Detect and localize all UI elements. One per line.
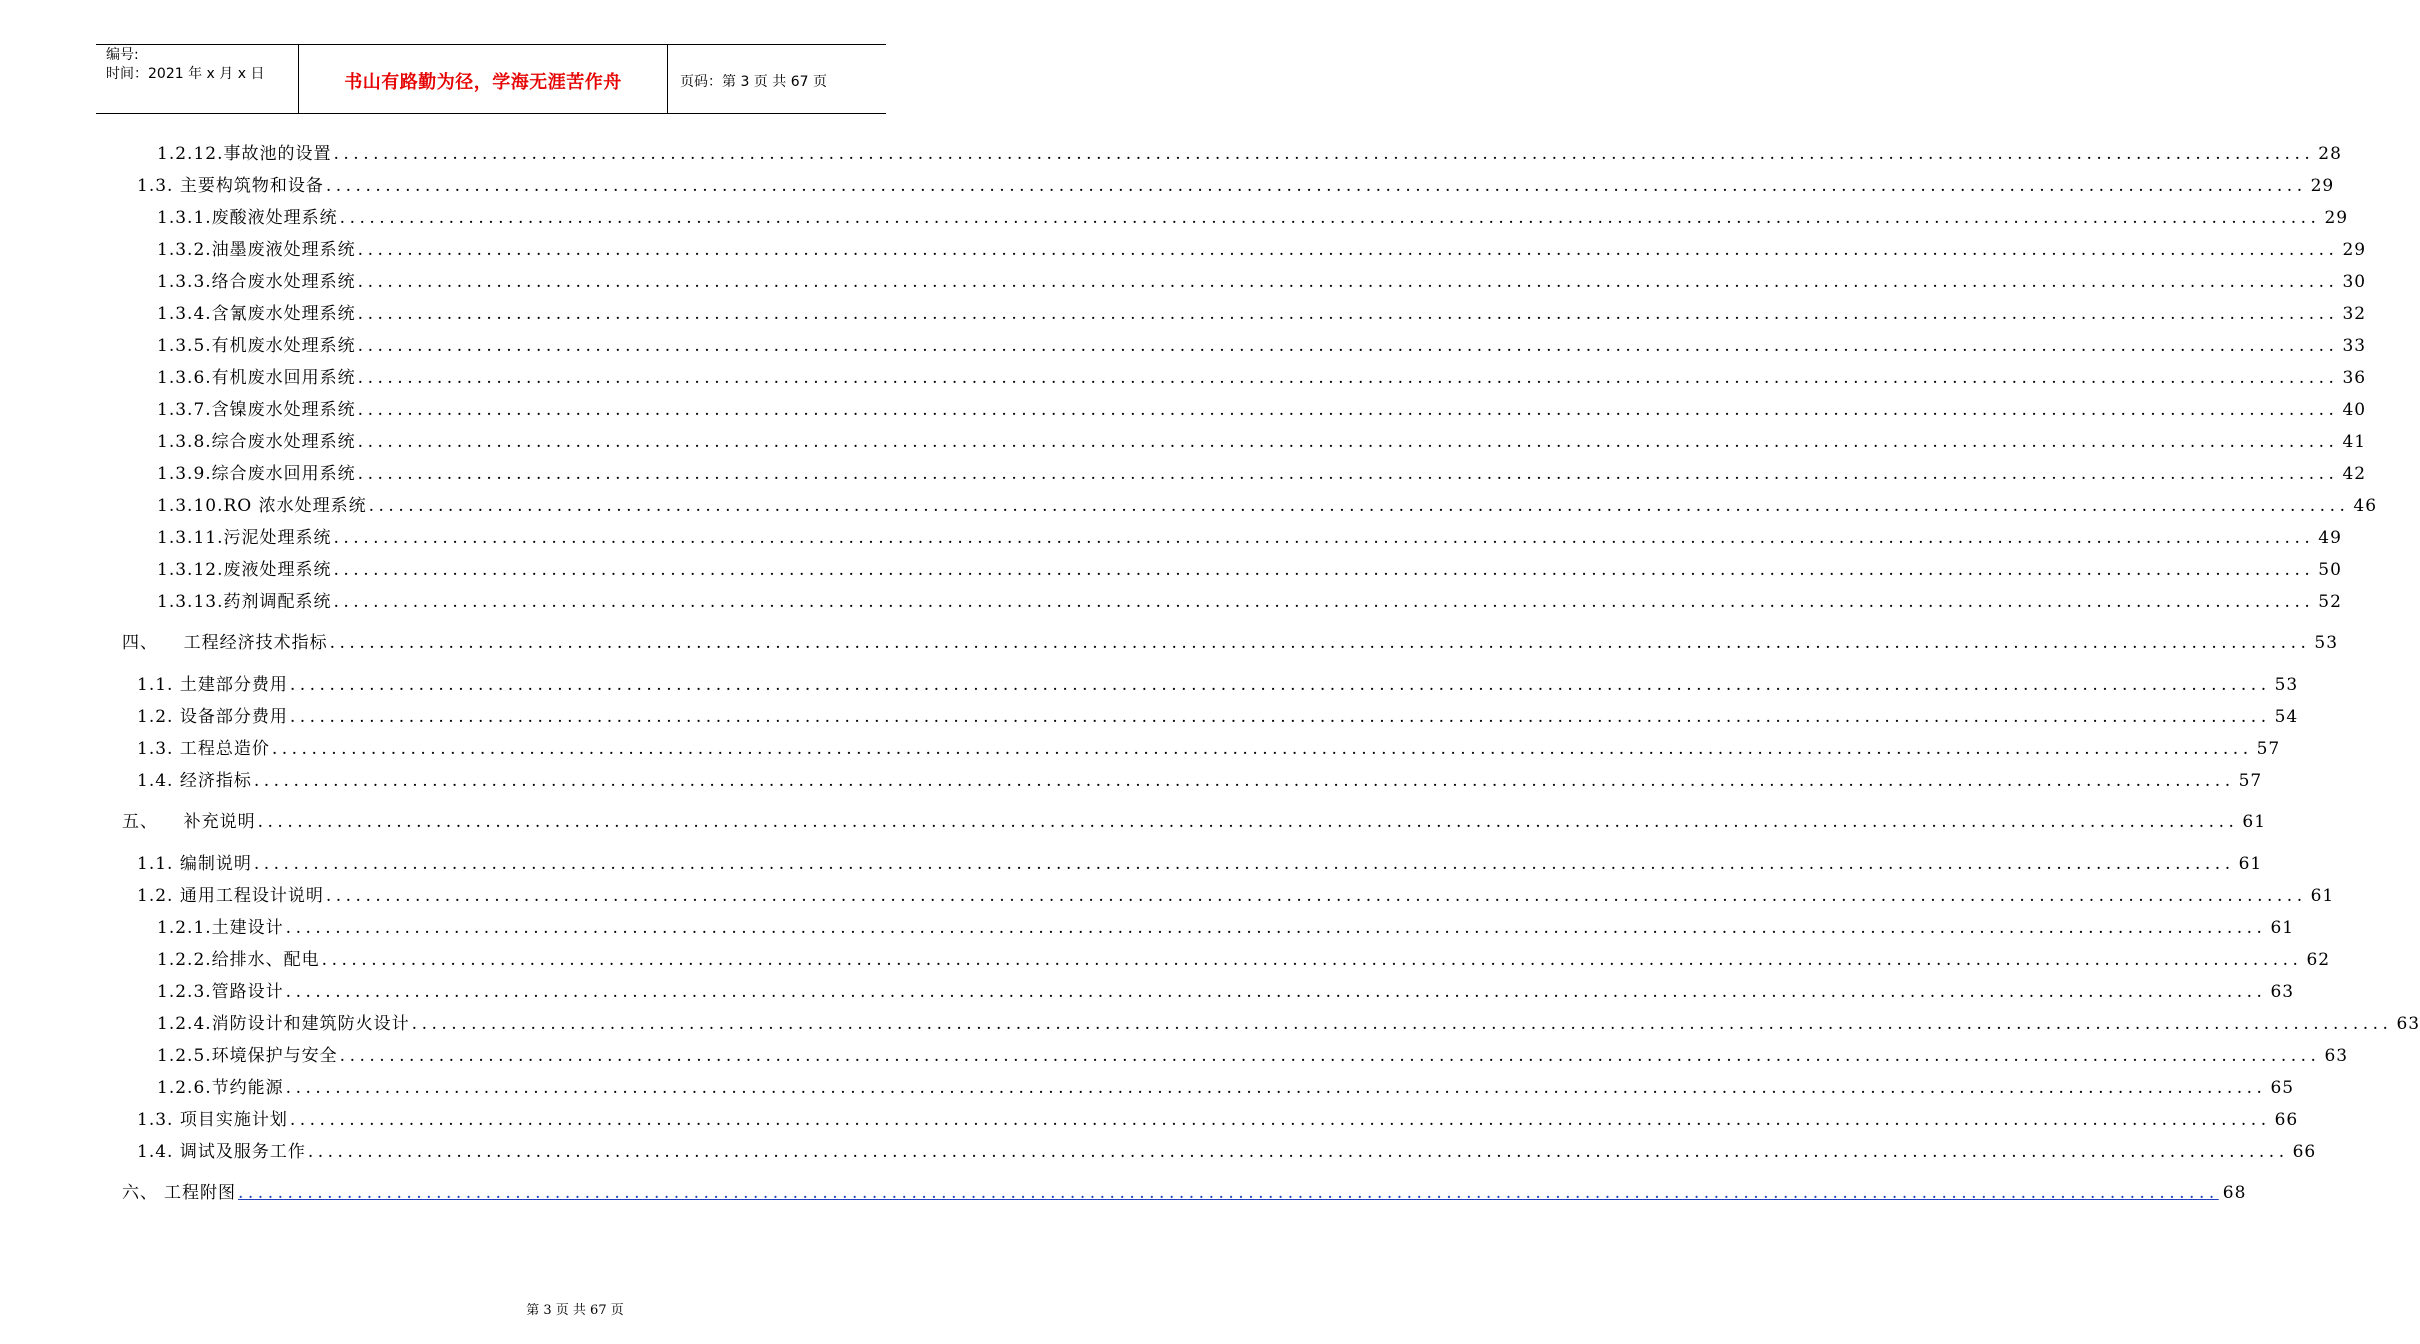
toc-entry[interactable]: 1.2.2.给排水、配电 ........................................................................................................................................................................................................ 62 bbox=[157, 950, 2331, 970]
toc-leader: ........................................................................................................................................................................................................ bbox=[411, 1014, 2393, 1034]
toc-entry[interactable]: 1.3.5.有机废水处理系统 ........................................................................................................................................................................................................ 33 bbox=[157, 336, 2367, 356]
toc-entry[interactable]: 1.3.9.综合废水回用系统 ........................................................................................................................................................................................................ 42 bbox=[157, 464, 2367, 484]
toc-leader: ........................................................................................................................................................................................................ bbox=[307, 1142, 2289, 1162]
toc-leader: ........................................................................................................................................................................................................ bbox=[339, 1046, 2321, 1066]
toc-entry[interactable]: 1.4. 经济指标 ........................................................................................................................................................................................................ 57 bbox=[137, 771, 2263, 791]
toc-leader: ........................................................................................................................................................................................................ bbox=[357, 304, 2339, 324]
toc-leader: ........................................................................................................................................................................................................ bbox=[357, 272, 2339, 292]
toc-leader: ........................................................................................................................................................................................................ bbox=[333, 144, 2315, 164]
header-code-label: 编号: bbox=[106, 47, 139, 63]
header-divider-left bbox=[298, 44, 299, 113]
toc-entry[interactable]: 四、 工程经济技术指标 ........................................................................................................................................................................................................ 53 bbox=[122, 633, 2339, 653]
toc-leader: ........................................................................................................................................................................................................ bbox=[325, 886, 2307, 906]
header-motto: 书山有路勤为径，学海无涯苦作舟 bbox=[344, 72, 622, 93]
toc-entry[interactable]: 1.2. 通用工程设计说明 ........................................................................................................................................................................................................ 61 bbox=[137, 886, 2335, 906]
toc-leader: ........................................................................................................................................................................................................ bbox=[333, 592, 2315, 612]
toc-leader: ........................................................................................................................................................................................................ bbox=[339, 208, 2321, 228]
toc-leader: ........................................................................................................................................................................................................ bbox=[238, 1183, 2219, 1203]
toc-entry[interactable]: 1.3.12.废液处理系统 ........................................................................................................................................................................................................ 50 bbox=[157, 560, 2342, 580]
toc-entry[interactable]: 1.1. 土建部分费用 ........................................................................................................................................................................................................ 53 bbox=[137, 675, 2299, 695]
toc-entry-link[interactable]: 六、 工程附图 ........................................................................................................................................................................................................ 68 bbox=[122, 1183, 2247, 1203]
toc-entry[interactable]: 1.2.3.管路设计 ........................................................................................................................................................................................................ 63 bbox=[157, 982, 2295, 1002]
toc-entry[interactable]: 1.4. 调试及服务工作 ........................................................................................................................................................................................................ 66 bbox=[137, 1142, 2317, 1162]
toc-entry[interactable]: 1.3. 工程总造价 ........................................................................................................................................................................................................ 57 bbox=[137, 739, 2281, 759]
toc-entry[interactable]: 1.3.11.污泥处理系统 ........................................................................................................................................................................................................ 49 bbox=[157, 528, 2342, 548]
toc-entry[interactable]: 1.2.12.事故池的设置 ........................................................................................................................................................................................................ 28 bbox=[157, 144, 2342, 164]
toc-leader: ........................................................................................................................................................................................................ bbox=[285, 918, 2267, 938]
toc-entry[interactable]: 1.3.10.RO 浓水处理系统 ........................................................................................................................................................................................................ 46 bbox=[157, 496, 2378, 516]
toc-entry[interactable]: 1.3.2.油墨废液处理系统 ........................................................................................................................................................................................................ 29 bbox=[157, 240, 2367, 260]
toc-leader: ........................................................................................................................................................................................................ bbox=[253, 854, 2235, 874]
toc-leader: ........................................................................................................................................................................................................ bbox=[357, 336, 2339, 356]
header-bottom-rule bbox=[96, 113, 886, 114]
toc-leader: ........................................................................................................................................................................................................ bbox=[321, 950, 2303, 970]
header-divider-right bbox=[667, 44, 668, 113]
toc-entry[interactable]: 1.3. 主要构筑物和设备 ........................................................................................................................................................................................................ 29 bbox=[137, 176, 2335, 196]
toc-entry[interactable]: 1.2.5.环境保护与安全 ........................................................................................................................................................................................................ 63 bbox=[157, 1046, 2349, 1066]
toc-leader: ........................................................................................................................................................................................................ bbox=[357, 464, 2339, 484]
toc-entry[interactable]: 1.3.8.综合废水处理系统 ........................................................................................................................................................................................................ 41 bbox=[157, 432, 2367, 452]
toc-leader: ........................................................................................................................................................................................................ bbox=[357, 432, 2339, 452]
toc-entry[interactable]: 1.2.4.消防设计和建筑防火设计 ........................................................................................................................................................................................................ 63 bbox=[157, 1014, 2420, 1034]
toc-entry[interactable]: 1.3.6.有机废水回用系统 ........................................................................................................................................................................................................ 36 bbox=[157, 368, 2367, 388]
toc-entry[interactable]: 1.2.6.节约能源 ........................................................................................................................................................................................................ 65 bbox=[157, 1078, 2295, 1098]
toc-entry[interactable]: 1.3.4.含氰废水处理系统 ........................................................................................................................................................................................................ 32 bbox=[157, 304, 2367, 324]
header-meta bbox=[106, 46, 264, 84]
toc-leader: ........................................................................................................................................................................................................ bbox=[289, 707, 2271, 727]
toc-entry[interactable]: 五、 补充说明 ........................................................................................................................................................................................................ 61 bbox=[122, 812, 2267, 832]
toc-entry[interactable]: 1.2.1.土建设计 ........................................................................................................................................................................................................ 61 bbox=[157, 918, 2295, 938]
toc-leader: ........................................................................................................................................................................................................ bbox=[289, 1110, 2271, 1130]
toc-leader: ........................................................................................................................................................................................................ bbox=[257, 812, 2239, 832]
toc-entry[interactable]: 1.3.3.络合废水处理系统 ........................................................................................................................................................................................................ 30 bbox=[157, 272, 2367, 292]
toc-leader: ........................................................................................................................................................................................................ bbox=[333, 528, 2315, 548]
toc-leader: ........................................................................................................................................................................................................ bbox=[357, 368, 2339, 388]
toc-leader: ........................................................................................................................................................................................................ bbox=[329, 633, 2311, 653]
toc-leader: ........................................................................................................................................................................................................ bbox=[285, 1078, 2267, 1098]
toc-leader: ........................................................................................................................................................................................................ bbox=[333, 560, 2315, 580]
toc-leader: ........................................................................................................................................................................................................ bbox=[253, 771, 2235, 791]
toc-leader: ........................................................................................................................................................................................................ bbox=[325, 176, 2307, 196]
toc-entry[interactable]: 1.1. 编制说明 ........................................................................................................................................................................................................ 61 bbox=[137, 854, 2263, 874]
toc-entry[interactable]: 1.3.7.含镍废水处理系统 ........................................................................................................................................................................................................ 40 bbox=[157, 400, 2367, 420]
toc-entry[interactable]: 1.2. 设备部分费用 ........................................................................................................................................................................................................ 54 bbox=[137, 707, 2299, 727]
toc-entry[interactable]: 1.3.1.废酸液处理系统 ........................................................................................................................................................................................................ 29 bbox=[157, 208, 2349, 228]
page-footer: 第 3 页 共 67 页 bbox=[526, 1303, 624, 1318]
toc-entry[interactable]: 1.3. 项目实施计划 ........................................................................................................................................................................................................ 66 bbox=[137, 1110, 2299, 1130]
toc-entry[interactable]: 1.3.13.药剂调配系统 ........................................................................................................................................................................................................ 52 bbox=[157, 592, 2342, 612]
toc-leader: ........................................................................................................................................................................................................ bbox=[285, 982, 2267, 1002]
toc-leader: ........................................................................................................................................................................................................ bbox=[357, 240, 2339, 260]
header-top-rule bbox=[96, 44, 886, 45]
header-time-label: 时间：2021 年 x 月 x 日 bbox=[106, 66, 265, 82]
header-page-info: 页码：第 3 页 共 67 页 bbox=[680, 74, 827, 90]
toc-leader: ........................................................................................................................................................................................................ bbox=[357, 400, 2339, 420]
toc-leader: ........................................................................................................................................................................................................ bbox=[368, 496, 2350, 516]
toc-leader: ........................................................................................................................................................................................................ bbox=[289, 675, 2271, 695]
toc-leader: ........................................................................................................................................................................................................ bbox=[271, 739, 2253, 759]
